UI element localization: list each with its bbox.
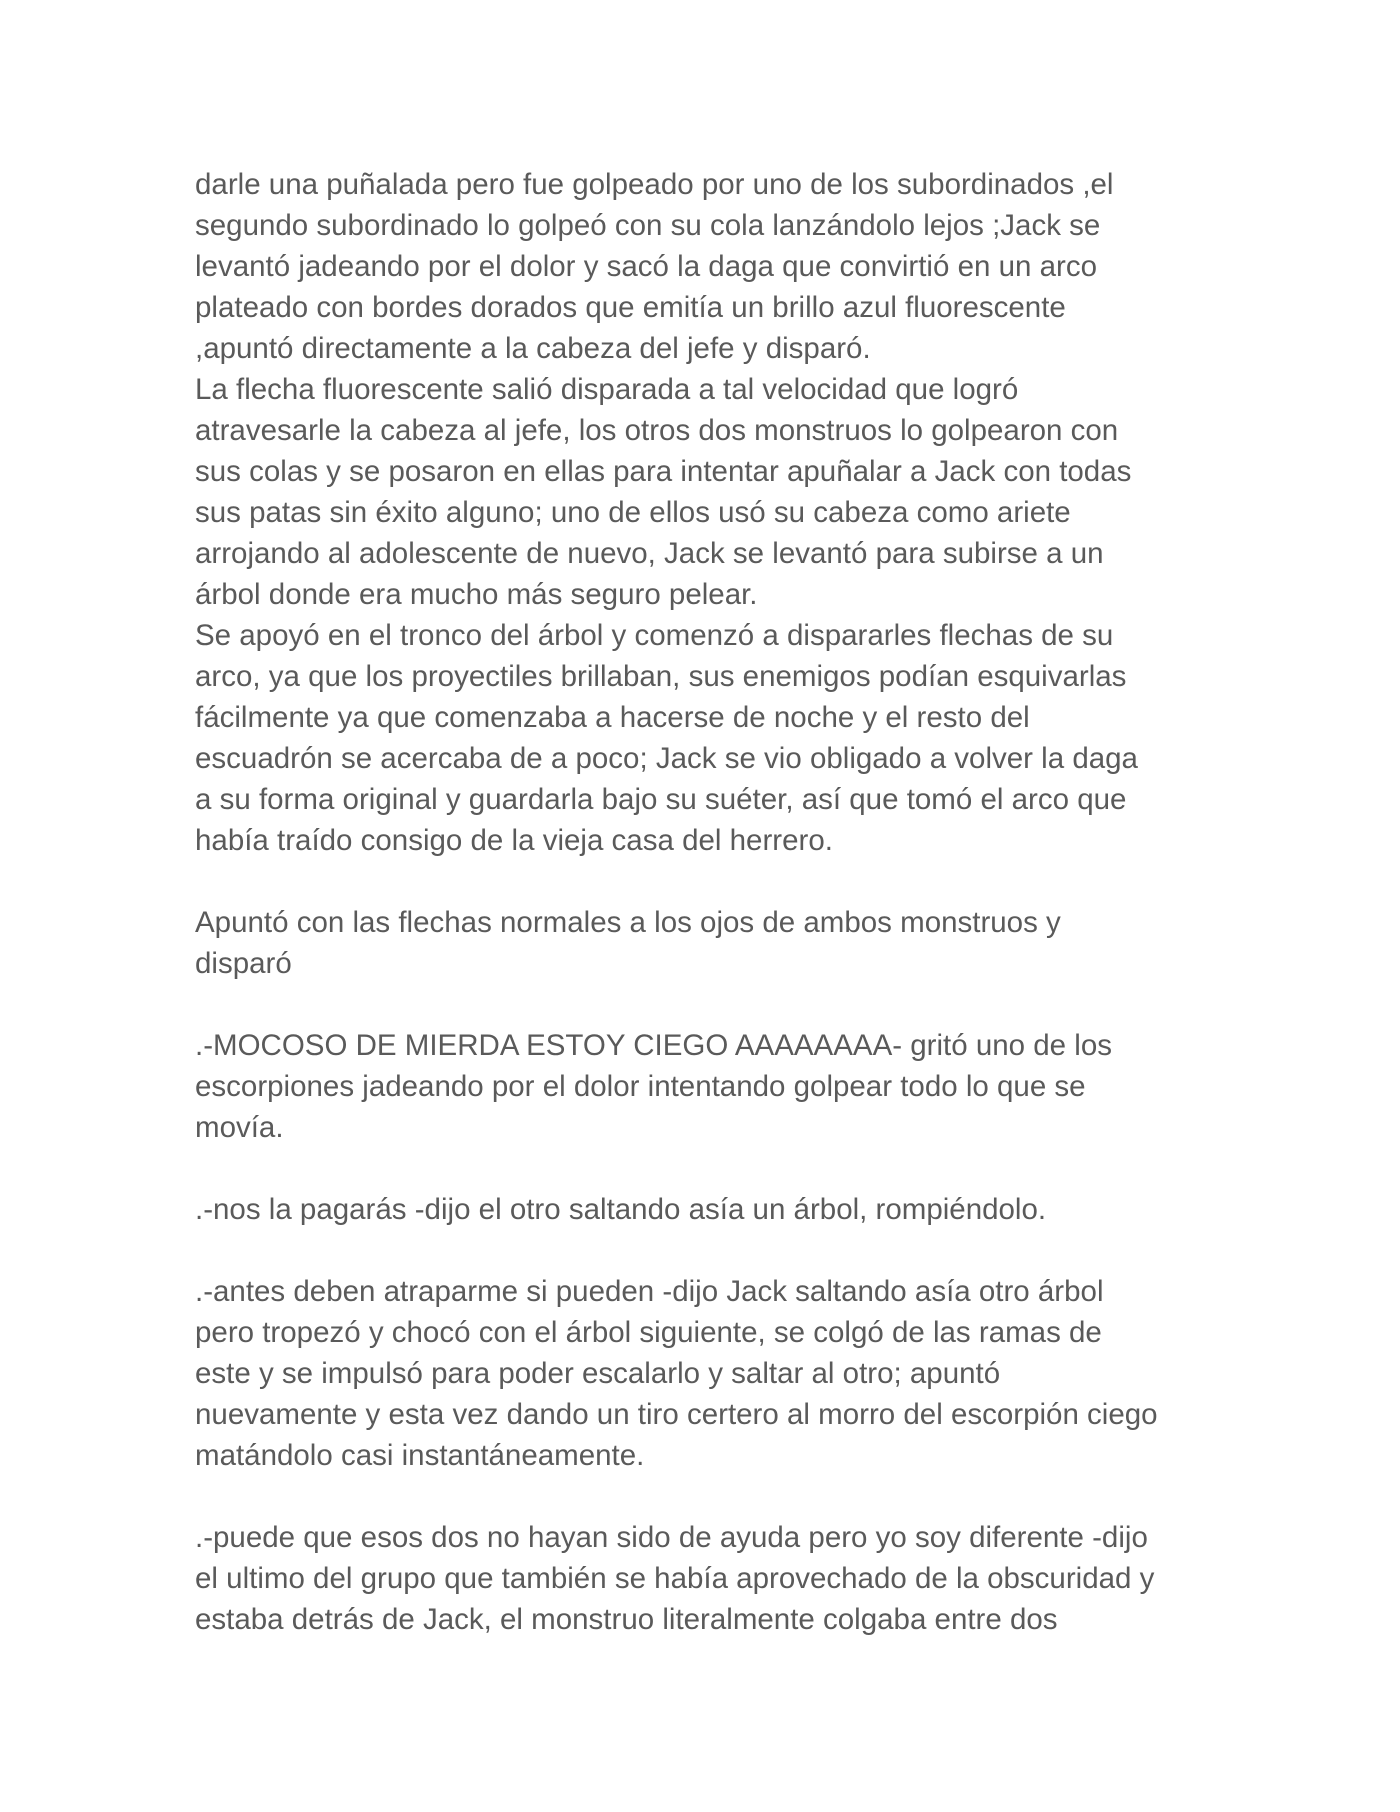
paragraph-gap bbox=[195, 1476, 1225, 1517]
text-line: había traído consigo de la vieja casa del herrero. bbox=[195, 824, 833, 857]
text-line: arco, ya que los proyectiles brillaban, sus enemigos podían esquivarlas bbox=[195, 660, 1127, 693]
text-line: pero tropezó y chocó con el árbol siguiente, se colgó de las ramas de bbox=[195, 1316, 1102, 1349]
body-text bbox=[195, 164, 1225, 1640]
paragraph-gap bbox=[195, 1148, 1225, 1189]
text-line: plateado con bordes dorados que emitía un brillo azul fluorescente bbox=[195, 291, 1066, 324]
text-line: Apuntó con las flechas normales a los ojos de ambos monstruos y bbox=[195, 906, 1061, 939]
text-line: La flecha fluorescente salió disparada a tal velocidad que logró bbox=[195, 373, 1019, 406]
text-line: .-nos la pagarás -dijo el otro saltando asía un árbol, rompiéndolo. bbox=[195, 1193, 1047, 1226]
text-line: disparó bbox=[195, 947, 292, 980]
text-line: este y se impulsó para poder escalarlo y saltar al otro; apuntó bbox=[195, 1357, 1001, 1390]
text-line: atravesarle la cabeza al jefe, los otros dos monstruos lo golpearon con bbox=[195, 414, 1119, 447]
text-line: matándolo casi instantáneamente. bbox=[195, 1439, 645, 1472]
text-line: darle una puñalada pero fue golpeado por uno de los subordinados ,el bbox=[195, 168, 1114, 201]
text-line: .-MOCOSO DE MIERDA ESTOY CIEGO AAAAAAAA- gritó uno de los bbox=[195, 1029, 1112, 1062]
text-line: sus patas sin éxito alguno; uno de ellos usó su cabeza como ariete bbox=[195, 496, 1071, 529]
paragraph-gap bbox=[195, 861, 1225, 902]
text-line: escorpiones jadeando por el dolor intentando golpear todo lo que se bbox=[195, 1070, 1086, 1103]
text-line: Se apoyó en el tronco del árbol y comenzó a dispararles flechas de su bbox=[195, 619, 1114, 652]
text-line: estaba detrás de Jack, el monstruo literalmente colgaba entre dos bbox=[195, 1603, 1058, 1636]
text-line: levantó jadeando por el dolor y sacó la daga que convirtió en un arco bbox=[195, 250, 1097, 283]
text-line: movía. bbox=[195, 1111, 284, 1144]
text-line: el ultimo del grupo que también se había aprovechado de la obscuridad y bbox=[195, 1562, 1155, 1595]
text-line: árbol donde era mucho más seguro pelear. bbox=[195, 578, 758, 611]
text-line: fácilmente ya que comenzaba a hacerse de noche y el resto del bbox=[195, 701, 1030, 734]
text-line: a su forma original y guardarla bajo su suéter, así que tomó el arco que bbox=[195, 783, 1127, 816]
paragraph-gap bbox=[195, 1230, 1225, 1271]
text-line: .-antes deben atraparme si pueden -dijo Jack saltando asía otro árbol bbox=[195, 1275, 1104, 1308]
text-line: nuevamente y esta vez dando un tiro certero al morro del escorpión ciego bbox=[195, 1398, 1158, 1431]
text-line: .-puede que esos dos no hayan sido de ayuda pero yo soy diferente -dijo bbox=[195, 1521, 1148, 1554]
text-line: arrojando al adolescente de nuevo, Jack se levantó para subirse a un bbox=[195, 537, 1104, 570]
text-line: segundo subordinado lo golpeó con su cola lanzándolo lejos ;Jack se bbox=[195, 209, 1101, 242]
paragraph-gap bbox=[195, 984, 1225, 1025]
text-line: ,apuntó directamente a la cabeza del jefe y disparó. bbox=[195, 332, 871, 365]
text-line: escuadrón se acercaba de a poco; Jack se vio obligado a volver la daga bbox=[195, 742, 1138, 775]
text-line: sus colas y se posaron en ellas para intentar apuñalar a Jack con todas bbox=[195, 455, 1132, 488]
